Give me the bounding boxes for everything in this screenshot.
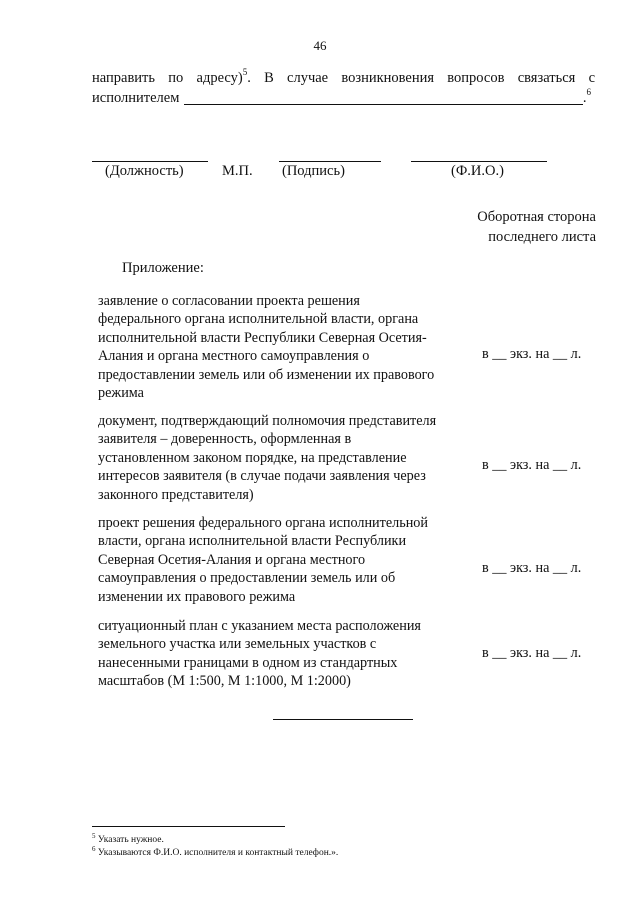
item-line: документ, подтверждающий полномочия представителя	[98, 413, 437, 429]
item-line: установленном законом порядке, на представление	[98, 449, 407, 466]
item-line: власти, органа исполнительной власти Республики	[98, 533, 407, 550]
item-line: ситуационный план с указанием места расположения	[98, 618, 421, 634]
position-label: (Должность)	[105, 163, 184, 179]
period: .	[582, 90, 587, 106]
item-line: заявителя – доверенность, оформленная в	[98, 431, 352, 448]
attachment-item-1-quantity: в __ экз. на __ л.	[482, 346, 582, 362]
item-line: предоставлении земель или об изменении их правового	[98, 366, 435, 383]
item-line: заявление о согласовании проекта решения	[98, 293, 360, 309]
signature-label: (Подпись)	[282, 163, 345, 179]
item-line: исполнительной власти Республики Северная Осетия-	[98, 329, 427, 346]
name-signature-line	[411, 161, 547, 162]
signature-line	[279, 161, 381, 162]
executor-fill-line	[184, 104, 583, 105]
item-line: режима	[98, 385, 144, 402]
attachment-item-2-quantity: в __ экз. на __ л.	[482, 457, 582, 473]
item-line: земельного участка или земельных участков с	[98, 636, 377, 653]
item-line: нанесенными границами в одном из стандартных	[98, 654, 398, 671]
reverse-side-line-1: Оборотная сторона	[477, 209, 596, 225]
attachment-item-4	[98, 617, 468, 691]
closing-separator-line	[273, 719, 413, 720]
footnote-ref-5: 5	[242, 67, 248, 78]
item-line: Северная Осетия-Алания и органа местного	[98, 551, 366, 568]
item-line: самоуправления о предоставлении земель или об	[98, 570, 396, 587]
footnote-6	[92, 844, 339, 859]
attachment-item-3	[98, 514, 468, 606]
reverse-side-note	[477, 207, 596, 247]
footnote-5	[92, 831, 164, 846]
intro-text: направить по адресу)	[92, 70, 243, 86]
footnote-ref-6: 6	[586, 87, 591, 98]
intro-paragraph	[92, 68, 595, 108]
position-signature-line	[92, 161, 208, 162]
item-line: интересов заявителя (в случае подачи заявления через	[98, 468, 426, 485]
intro-line-1	[92, 68, 595, 88]
footnote-separator	[92, 826, 285, 827]
attachment-item-2	[98, 412, 468, 504]
reverse-side-line-2: последнего листа	[488, 229, 596, 245]
attachment-item-1	[98, 292, 468, 402]
footnote-6-marker: 6	[92, 844, 96, 853]
intro-text-tail: . В случае возникновения вопросов связаться с	[247, 70, 595, 86]
footnote-6-text: Указываются Ф.И.О. исполнителя и контактный телефон.».	[95, 848, 339, 858]
stamp-label: М.П.	[222, 163, 253, 179]
item-line: масштабов (М 1:500, М 1:1000, М 1:2000)	[98, 673, 351, 690]
executor-label: исполнителем	[92, 90, 180, 106]
item-line: проект решения федерального органа исполнительной	[98, 515, 428, 531]
page-number: 46	[313, 38, 327, 53]
item-line: законного представителя)	[98, 486, 254, 503]
footnote-5-marker: 5	[92, 831, 96, 840]
item-line: федерального органа исполнительной власти, органа	[98, 311, 419, 328]
attachment-item-3-quantity: в __ экз. на __ л.	[482, 560, 582, 576]
name-label: (Ф.И.О.)	[451, 163, 504, 179]
item-line: Алания и органа местного самоуправления о	[98, 348, 370, 365]
attachment-item-4-quantity: в __ экз. на __ л.	[482, 645, 582, 661]
attachment-heading: Приложение:	[122, 260, 204, 276]
executor-line-end	[583, 88, 591, 108]
footnote-5-text: Указать нужное.	[95, 835, 164, 845]
intro-line-2	[92, 88, 595, 108]
item-line: изменении их правового режима	[98, 588, 296, 605]
